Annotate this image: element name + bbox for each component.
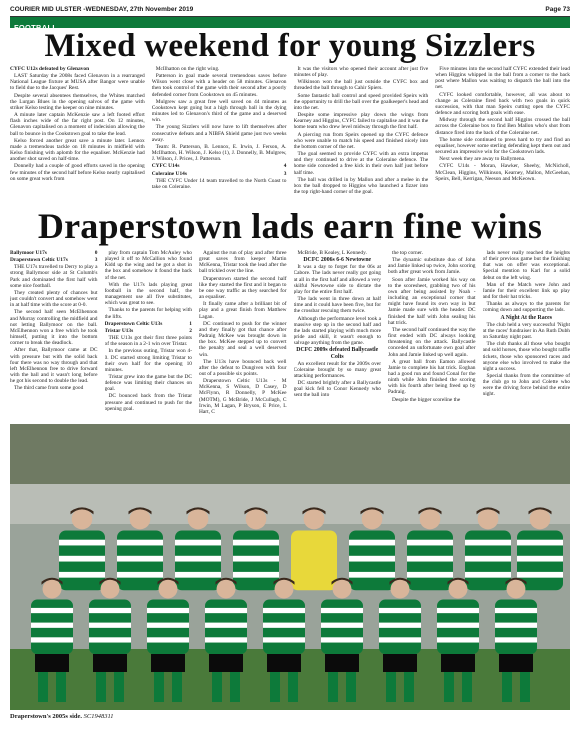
article-paragraph: Thanks to the parents for helping with the lifts. xyxy=(104,307,192,320)
shirt-hoop xyxy=(495,608,537,613)
score-team: Draperstown Celtic U13s xyxy=(104,320,163,327)
shirt-hoop xyxy=(31,637,73,642)
article-paragraph: play from captain Tom McAuley who played it off to McCallion who found Kidd up the wing and he got a shot in the box and somehow it found the back of the net. xyxy=(104,250,192,281)
shirt-hoop xyxy=(147,637,189,642)
article-paragraph: A great ball from Eamon allowed Jamie to complete his hat trick. Eoghan had a good run and found Conal for the ninth while John finished the scoring with his fourth after being freed up by Padraig. xyxy=(388,358,476,396)
shirt-hoop xyxy=(407,540,453,546)
article-paragraph: The second half seen McElhennon and Murray controlling the midfield and not letting Ballymoor on the ball. McElhennon won a free which he took himself, putting it into the bottom corner to break the deadlock. xyxy=(10,309,98,347)
article-paragraph: The third came from some good xyxy=(14,385,84,392)
article-paragraph: It was the visitors who opened their account after just five minutes of play. xyxy=(293,66,429,79)
article-paragraph: Special thanks from the committee of the club go to John and Colette who were the driving force behind the entire night. xyxy=(482,372,570,398)
article-paragraph: The goal seemed to provide CYFC with an extra impetus and they continued to drive at the Coleraine defence. The home side conceded a free kick in their own half just before half time. xyxy=(293,151,429,176)
score-team: CYFC U14s xyxy=(151,163,180,170)
player-sock xyxy=(288,672,298,702)
article-column xyxy=(294,250,382,420)
article-column xyxy=(105,250,193,420)
article-paragraph: Against the run of play and after three great saves from keeper Martin McKenna, Tristar took the lead after the ball trickled over the line. xyxy=(199,250,287,275)
shirt-hoop xyxy=(349,540,395,546)
article-paragraph: DC continued to push for the winner and they finally got that chance after Padraig McKee was brought down in the box. McKee stepped up to convert the penalty and seal a well deserved win. xyxy=(199,320,287,358)
article-paragraph: Kelso forced another great save a minute later. Lennox made a tremendous tackle on 18 minutes in midfield with Kelso finishing with aplomb for the equaliser. McKenzie had another shot saved on half-time. xyxy=(10,137,145,163)
player-shorts xyxy=(325,654,359,672)
player-head xyxy=(275,580,294,599)
article-paragraph: McIlhatton on the right wing. xyxy=(155,66,220,72)
score-value: 0 xyxy=(94,250,98,256)
player-shorts xyxy=(499,654,533,672)
article-paragraph: It was a day to forget for the 06s at Cabore. The lads never really got going at all in the first half and allowed a very skilful Newtowne side to dictate the play for the entire first half. xyxy=(293,264,381,295)
headline-mid: Draperstown lads earn fine wins xyxy=(37,206,543,246)
article-column xyxy=(388,250,476,420)
headline-top: Mixed weekend for young Sizzlers xyxy=(44,28,536,64)
article-paragraph: Next week they are away to Ballymena. xyxy=(439,156,526,163)
shirt-hoop xyxy=(89,608,131,613)
article-column xyxy=(435,66,570,202)
article-paragraph: Draperstown Celtic U13s - M McKenna, S Wilson, D Casey, D McFlynn, R Donnelly, P McKee (MOTM), G McBride, J McCullagh, C Irwin, M Lagan, P Bryson, E Price, L Hart, C xyxy=(199,378,287,415)
shirt-hoop xyxy=(517,556,563,562)
article-paragraph: It finally came after a brilliant bit of play and a great finish from Matthew Lagan. xyxy=(199,301,287,320)
player-sock xyxy=(56,672,66,702)
player-sock xyxy=(96,672,106,702)
shirt-hoop xyxy=(517,540,563,546)
player-shorts xyxy=(35,654,69,672)
article-paragraph: Midway through the second half Higgins crossed the ball across the Coleraine box to find Ben Mallon who's shot from distance fired into the back of the Coleraine net. xyxy=(435,117,570,136)
shirt-hoop xyxy=(379,637,421,642)
photo-caption xyxy=(10,713,114,720)
score-line xyxy=(10,257,98,263)
shirt-hoop xyxy=(495,623,537,628)
article-paragraph: Team: R. Patterson, B. Lennox, E. Irwin, J. Ferson, A. McIlhatton, H. Wilson, J. Kelso (1), J. Donnelly, B. Mulgrew, J. Wilson, J. Prices, J. Patterson. xyxy=(151,143,287,163)
player-sock xyxy=(386,672,396,702)
masthead-page-number: Page 73 xyxy=(545,5,570,13)
score-value: 1 xyxy=(189,320,192,327)
article-paragraph: THE CYFC Under 14 team travelled to the North Coast to take on Coleraine. xyxy=(151,177,287,190)
player-sock xyxy=(230,672,240,702)
article-paragraph: lads never really reached the heights of their previous game but the finishing that was on offer was exceptional. Special mention to Karl for a solid debut on the left wing. xyxy=(482,250,570,281)
shirt-hoop xyxy=(321,623,363,628)
article-paragraph: In the previous outing, Tristar won 4-0. DC started strong limiting Tristar to their own half for the opening 10 minutes. xyxy=(104,348,192,373)
masthead-publication: COURIER MID ULSTER -WEDNESDAY, 27th November 2019 xyxy=(10,5,194,13)
player-shorts xyxy=(93,654,127,672)
shirt-hoop xyxy=(407,572,453,578)
score-team: Ballymoor U17s xyxy=(10,250,47,256)
article-paragraph: Although the performance level took a massive step up in the second half and the lads started playing with much more pride and skill, it wasn't enough to salvage anything from the game. xyxy=(293,315,381,347)
shirt-hoop xyxy=(31,623,73,628)
player-head xyxy=(362,509,383,530)
article-column xyxy=(10,66,145,202)
shirt-hoop xyxy=(31,608,73,613)
score-value: 4 xyxy=(283,163,287,170)
player-head xyxy=(304,509,325,530)
score-value: 2 xyxy=(189,327,192,334)
score-team: Coleraine U14s xyxy=(151,170,187,177)
shirt-hoop xyxy=(175,540,221,546)
player-head xyxy=(217,580,236,599)
player-head xyxy=(391,580,410,599)
player-head xyxy=(159,580,178,599)
article-column xyxy=(10,250,98,420)
shirt-hoop xyxy=(117,540,163,546)
photo-caption-bold: Draperstown's 2005s side. xyxy=(10,713,83,720)
player-head xyxy=(188,509,209,530)
article-paragraph: Soon after Jamie worked his way on to the scoresheet, grabbing two of his own after being assisted by Noah - including an exceptional corner that might have found its own way in but Jamie made sure with the header. DC finished the half with John sealing his hat trick. xyxy=(388,276,476,326)
player-sock xyxy=(346,672,356,702)
article-paragraph: Five minutes into the second half CYFC extended their lead when Higgins whipped in the ball from a corner to the back post where Mallon was waiting to dispatch the ball into the net. xyxy=(435,66,570,91)
article-paragraph: After that, Ballymoor came at DC with pressure but with the solid back four there was no way through and that left McElhennon free to drive forward with the ball and it wasn't long before he got his second to double the lead. xyxy=(10,347,98,385)
player-sock xyxy=(212,672,222,702)
article-paragraph: The home side continued to press hard to try and find an equaliser, however some sterling defending kept them out and secured an impressive win for the Cookstown lads. xyxy=(435,136,570,156)
article-subheading: DCFC 2009s defeated Ballycastle Colts xyxy=(296,347,379,360)
player-sock xyxy=(444,672,454,702)
player-sock xyxy=(154,672,164,702)
player-head xyxy=(449,580,468,599)
article-subheading: DCFC 2006s 6-6 Newtowne xyxy=(303,257,372,264)
score-value: 3 xyxy=(283,170,287,177)
player-shorts xyxy=(267,654,301,672)
article-paragraph: Despite several absentees themselves, the Whites matched the Lurgan Blues in the opening salvos of the game with striker Kelso testing the keeper on nine minutes. xyxy=(10,92,145,111)
section-label: FOOTBALL xyxy=(14,23,58,32)
player-shorts xyxy=(383,654,417,672)
article-column xyxy=(152,66,287,202)
shirt-hoop xyxy=(59,572,105,578)
score-line xyxy=(152,163,287,169)
shirt-hoop xyxy=(233,572,279,578)
player-back-row xyxy=(291,531,337,591)
shirt-hoop xyxy=(465,556,511,562)
shirt-hoop xyxy=(59,540,105,546)
shirt-hoop xyxy=(349,572,395,578)
score-line xyxy=(10,250,98,256)
article-paragraph: The club thanks all those who bought and sold horses, those who bought raffle tickets, those who sponsored races and anyone else who involved to make the night a success. xyxy=(482,341,570,372)
shirt-hoop xyxy=(495,637,537,642)
shirt-hoop xyxy=(517,572,563,578)
shirt-hoop xyxy=(147,608,189,613)
article-paragraph: The U13s have bounced back well after the defeat to Dungiven with four out of a possible six points. xyxy=(199,358,287,377)
player-sock xyxy=(462,672,472,702)
player-sock xyxy=(270,672,280,702)
article-subheading: A Night At the Races xyxy=(500,314,553,321)
masthead xyxy=(10,4,570,17)
player-sock xyxy=(502,672,512,702)
shirt-hoop xyxy=(465,572,511,578)
shirt-hoop xyxy=(349,556,395,562)
player-sock xyxy=(404,672,414,702)
article-paragraph: Patterson in goal made several tremendous saves before Wilson went close with a header on 58 minutes. Glenavon then took control of the game with their second after a poorly defended corner from Cookstown on 45 minutes. xyxy=(151,73,287,98)
player-head xyxy=(246,509,267,530)
player-head xyxy=(333,580,352,599)
player-head xyxy=(507,580,526,599)
article-paragraph: THE U13s got their first three points of the season in a 2-1 win over Tristar. xyxy=(104,335,192,348)
score-team: Tristar U13s xyxy=(104,327,134,334)
shirt-hoop xyxy=(205,623,247,628)
player-sock xyxy=(114,672,124,702)
shirt-hoop xyxy=(321,637,363,642)
article-bottom-columns xyxy=(10,250,570,420)
player-sock xyxy=(328,672,338,702)
article-paragraph: Despite the bigger scoreline the xyxy=(392,396,461,403)
article-paragraph: The lads went in three down at half time and it could have been five, but for the crossbar rescuing them twice. xyxy=(293,296,381,315)
article-paragraph: A minute later captain McKenzie saw a left footed effort flash inches wide of the far right post. On 12 minutes, Glenavon capitalised on a moment of indecision allowing the ball to bounce in the Cookstown goal to take the lead. xyxy=(10,112,145,137)
shirt-hoop xyxy=(465,540,511,546)
player-head xyxy=(420,509,441,530)
player-shorts xyxy=(151,654,185,672)
shirt-hoop xyxy=(89,637,131,642)
team-photo-drawing xyxy=(10,424,570,710)
shirt-hoop xyxy=(175,556,221,562)
score-team: Draperstown Celtic U17s xyxy=(10,257,68,264)
player-head xyxy=(101,580,120,599)
shirt-hoop xyxy=(59,556,105,562)
article-paragraph: A piercing run from Speirs opened up the CYFC defence who were unable to match his speed and finished nicely into the bottom corner of the net. xyxy=(293,131,429,150)
article-paragraph: Draperstown started the second half like they started the first and it began to be one way traffic as they searched for an equaliser. xyxy=(199,275,287,301)
photo-caption-ref: SC1948311 xyxy=(82,713,114,720)
shirt-hoop xyxy=(407,556,453,562)
article-paragraph: McBride, B Kealey, L Kennedy. xyxy=(297,250,367,256)
shirt-hoop xyxy=(263,637,305,642)
article-column xyxy=(483,250,571,420)
player-head xyxy=(478,509,499,530)
article-paragraph: Tristar grew into the game but the DC defence was limiting their chances on goal. xyxy=(104,373,192,393)
article-top-columns xyxy=(10,66,570,202)
article-paragraph: Man of the Match were John and Jamie for their excellent link up play and for their hat tricks. xyxy=(482,281,570,301)
article-paragraph: The ball was drilled in by Mallon and after a melee in the box the ball dropped to Higgins who launched a fizzer into the top right-hand corner of the goal. xyxy=(293,176,429,195)
score-line xyxy=(105,328,193,334)
article-paragraph: LAST Saturday the 2008s faced Glenavon in a rearranged National League fixture at MUSA after Bangor were unable to field due to the Jacques' Rest. xyxy=(10,73,145,92)
shirt-hoop xyxy=(437,608,479,613)
article-subheading: CYFC U12s defeated by Glenavon xyxy=(10,66,90,72)
score-line xyxy=(105,321,193,327)
score-line xyxy=(152,171,287,177)
article-paragraph: DC bounced back from the Tristar pressure and continued to push for the opening goal. xyxy=(104,393,192,412)
score-value: 3 xyxy=(94,257,98,264)
player-head xyxy=(130,509,151,530)
article-paragraph: The young Sizzlers will now have to lift themselves after consecutive defeats and a NIBFA Shield game just two weeks away. xyxy=(151,124,287,143)
player-head xyxy=(530,509,551,530)
player-sock xyxy=(172,672,182,702)
player-shorts xyxy=(441,654,475,672)
player-head xyxy=(72,509,93,530)
shirt-hoop xyxy=(147,623,189,628)
player-sock xyxy=(520,672,530,702)
shirt-hoop xyxy=(205,637,247,642)
shirt-hoop xyxy=(89,623,131,628)
photo-trees xyxy=(10,424,570,494)
article-paragraph: The club held a very successful 'Night at the races' fundraiser in An Ruth Dubh on Saturday night past. xyxy=(482,321,570,341)
article-paragraph: The second half continued the way the first ended with DC always looking threatening on the attack. Ballycastle conceded an unfortunate own goal after John and Jamie linked up well again. xyxy=(388,326,476,358)
shirt-hoop xyxy=(437,637,479,642)
article-paragraph: They created plenty of chances but just couldn't convert and somehow went in at half time with the score at 0-0. xyxy=(10,289,98,309)
article-paragraph: THE U17s travelled to Derry to play a strong Ballymoor side at St Columb's Park and dominated the first half with some nice football. xyxy=(10,264,98,289)
article-paragraph: An excellent result for the 2009s over Coleraine brought by so many great attacking performances. xyxy=(293,360,381,379)
shirt-hoop xyxy=(175,572,221,578)
shirt-hoop xyxy=(379,623,421,628)
player-head xyxy=(43,580,62,599)
article-paragraph: Donnelly had a couple of good efforts saved in the opening few minutes of the second half before Kelso nearly capitalised on some great work from xyxy=(10,163,145,182)
article-paragraph: With the U17s lads playing great football in the second half, the management use all five substitutes, which was great to see. xyxy=(104,281,192,307)
article-paragraph: Mulgrew saw a great free well saved on 44 minutes as Cookstown kept going but a high through ball in the dying minutes led to Glenavon's third of the game and a deserved win. xyxy=(151,98,287,124)
shirt-hoop xyxy=(437,623,479,628)
article-paragraph: DC started brightly after a Ballycastle goal kick fell to Conor Kennedy who sent the ball into xyxy=(293,380,381,399)
shirt-hoop xyxy=(233,540,279,546)
article-column xyxy=(199,250,287,420)
shirt-hoop xyxy=(321,608,363,613)
shirt-hoop xyxy=(117,572,163,578)
article-paragraph: CYFC U14s - Moran, Hawker, Sheehy, McNicholl, McClean, Higgins, Wilkinson, Kearney, Mallon, McGeehan, Speirs, Bell, Kerrigan, Neeson and McKeown. xyxy=(435,163,570,182)
team-photo xyxy=(10,424,570,710)
shirt-hoop xyxy=(263,623,305,628)
player-sock xyxy=(38,672,48,702)
article-paragraph: The dynamic substitute duo of John and Jamie linked up twice, John scoring both after great work from Jamie. xyxy=(388,257,476,276)
shirt-hoop xyxy=(205,608,247,613)
player-shorts xyxy=(209,654,243,672)
article-paragraph: Despite some impressive play down the wings from Kearney and Higgins, CYFC failed to capitalise and it was the home team who drew level midway through the first half. xyxy=(293,112,429,131)
article-paragraph: the top corner. xyxy=(392,250,423,256)
shirt-hoop xyxy=(263,608,305,613)
shirt-hoop xyxy=(117,556,163,562)
article-paragraph: Some fantastic ball control and speed provided Speirs with the opportunity to drill the ball over the goalkeeper's head and into the net. xyxy=(293,92,429,111)
shirt-hoop xyxy=(233,556,279,562)
article-paragraph: CYFC looked comfortable, however, all was about to change as Coleraine fired back with two goals in quick succession, with that man Speirs cutting open the CYFC defence and scoring both goals with ease. xyxy=(435,91,570,117)
article-paragraph: Thanks as always to the parents for coming down and supporting the lads. xyxy=(482,301,570,314)
shirt-hoop xyxy=(379,608,421,613)
article-column xyxy=(294,66,429,202)
article-paragraph: Wilkinson won the ball just outside the CYFC box and threaded the ball through to Cahir Spiers. xyxy=(293,79,429,92)
